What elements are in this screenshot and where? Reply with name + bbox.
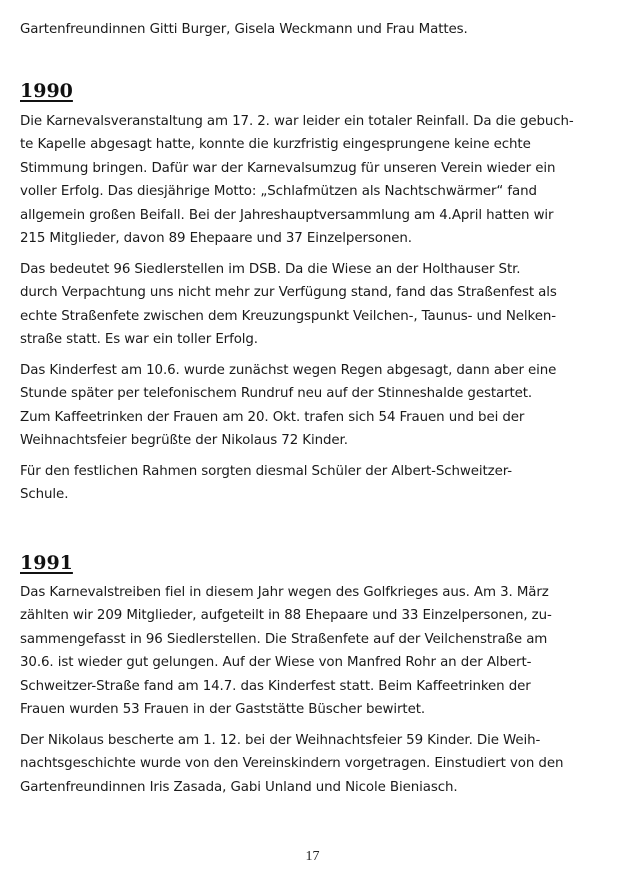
text-line: Der Nikolaus bescherte am 1. 12. bei der Weihnachtsfeier 59 Kinder. Die Weih-	[20, 732, 541, 748]
text-line: Gartenfreundinnen Gitti Burger, Gisela Weckmann und Frau Mattes.	[20, 22, 468, 37]
paragraph	[20, 460, 610, 507]
paragraph	[20, 359, 610, 453]
text-line: sammengefasst in 96 Siedlerstellen. Die Straßenfete auf der Veilchenstraße am	[20, 631, 548, 647]
section-heading-1991: 1991	[20, 551, 73, 574]
text-line: Schule.	[20, 487, 69, 502]
text-line: Für den festlichen Rahmen sorgten diesmal Schüler der Albert-Schweitzer-	[20, 463, 513, 479]
intro-paragraph	[20, 18, 610, 42]
paragraph	[20, 110, 610, 251]
paragraph	[20, 581, 610, 722]
text-line: durch Verpachtung uns nicht mehr zur Verfügung stand, fand das Straßenfest als	[20, 285, 557, 300]
text-line: voller Erfolg. Das diesjährige Motto: „Schlafmützen als Nachtschwärmer“ fand	[20, 184, 537, 199]
text-line: nachtsgeschichte wurde von den Vereinskindern vorgetragen. Einstudiert von den	[20, 756, 564, 771]
text-line: echte Straßenfete zwischen dem Kreuzungspunkt Veilchen-, Taunus- und Nelken-	[20, 308, 556, 324]
text-line: te Kapelle abgesagt hatte, konnte die kurzfristig eingesprungene keine echte	[20, 137, 531, 152]
text-line: Zum Kaffeetrinken der Frauen am 20. Okt. trafen sich 54 Frauen und bei der	[20, 409, 525, 425]
paragraph	[20, 729, 610, 800]
text-line: 30.6. ist wieder gut gelungen. Auf der Wiese von Manfred Rohr an der Albert-	[20, 655, 532, 670]
page-number: 17	[305, 849, 320, 864]
text-line: Das Karnevalstreiben fiel in diesem Jahr wegen des Golfkrieges aus. Am 3. März	[20, 584, 549, 600]
paragraph	[20, 258, 610, 352]
text-line: 215 Mitglieder, davon 89 Ehepaare und 37 Einzelpersonen.	[20, 231, 412, 246]
text-line: Weihnachtsfeier begrüßte der Nikolaus 72 Kinder.	[20, 433, 348, 448]
text-line: zählten wir 209 Mitglieder, aufgeteilt in 88 Ehepaare und 33 Einzelpersonen, zu-	[20, 608, 552, 623]
text-line: Frauen wurden 53 Frauen in der Gaststätte Büscher bewirtet.	[20, 702, 426, 717]
text-line: allgemein großen Beifall. Bei der Jahreshauptversammlung am 4.April hatten wir	[20, 207, 554, 223]
text-line: Schweitzer-Straße fand am 14.7. das Kinderfest statt. Beim Kaffeetrinken der	[20, 678, 531, 694]
text-line: straße statt. Es war ein toller Erfolg.	[20, 332, 258, 347]
document-page	[20, 20, 610, 799]
text-line: Stunde später per telefonischem Rundruf neu auf der Stinneshalde gestartet.	[20, 386, 533, 401]
text-line: Gartenfreundinnen Iris Zasada, Gabi Unland und Nicole Bieniasch.	[20, 779, 458, 795]
text-line: Das Kinderfest am 10.6. wurde zunächst wegen Regen abgesagt, dann aber eine	[20, 362, 557, 378]
text-line: Das bedeutet 96 Siedlerstellen im DSB. Da die Wiese an der Holthauser Str.	[20, 261, 521, 277]
text-line: Die Karnevalsveranstaltung am 17. 2. war leider ein totaler Reinfall. Da die gebuch-	[20, 113, 574, 129]
section-heading-1990: 1990	[20, 79, 73, 102]
text-line: Stimmung bringen. Dafür war der Karnevalsumzug für unseren Verein wieder ein	[20, 160, 556, 176]
